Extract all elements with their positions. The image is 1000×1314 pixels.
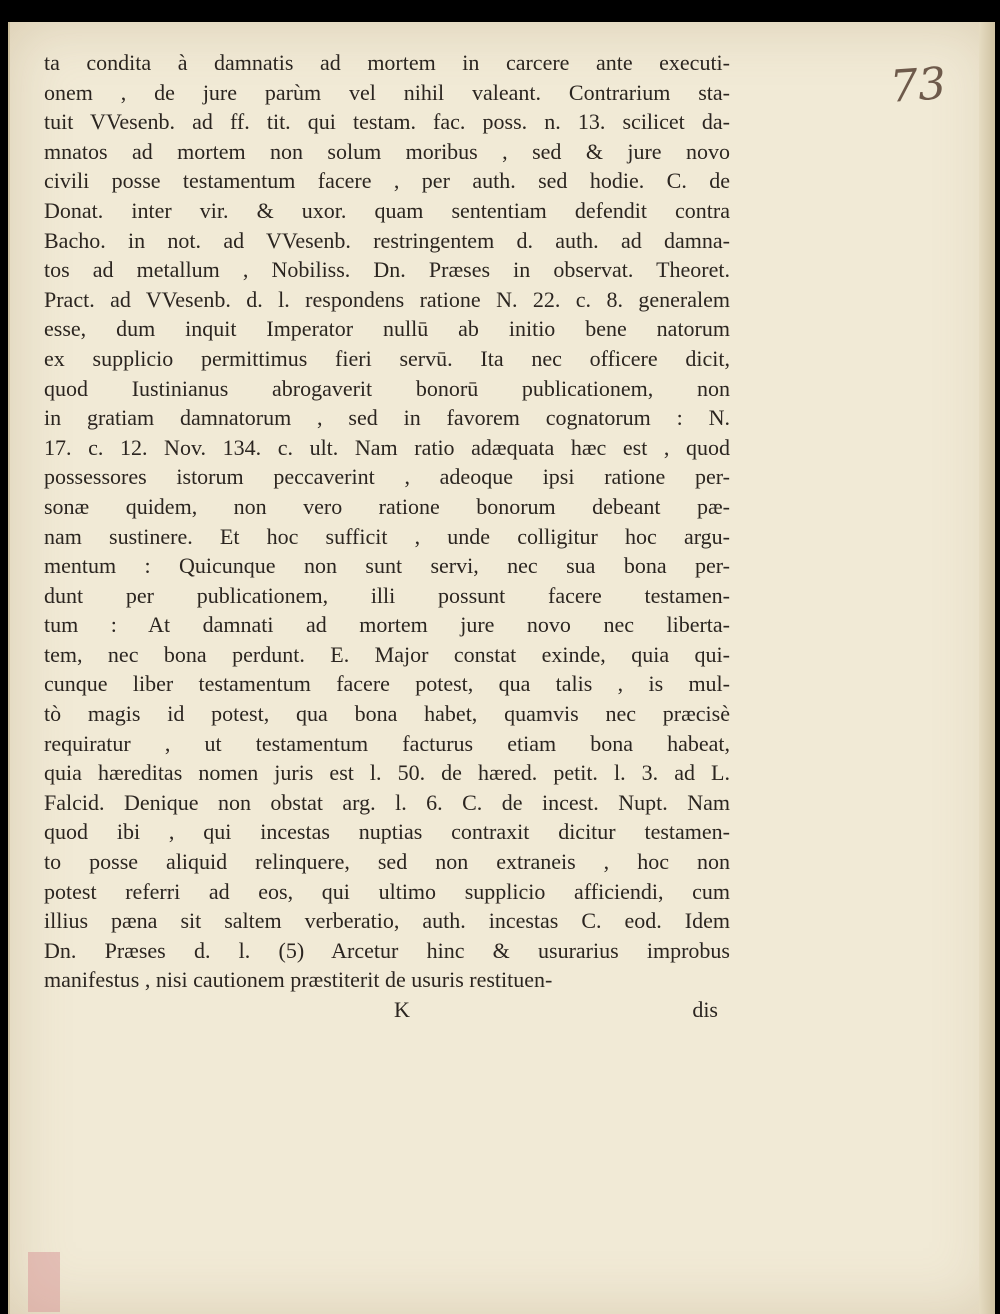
text-line: tuit VVesenb. ad ff. tit. qui testam. fac. poss. n. 13. scilicet da- — [44, 109, 730, 135]
text-line: sonæ quidem, non vero ratione bonorum debeant pæ- — [44, 493, 730, 519]
text-line: dunt per publicationem, illi possunt facere testamen- — [44, 582, 730, 608]
catchword: dis — [692, 997, 718, 1023]
page-edge — [979, 22, 995, 1314]
text-line: Donat. inter vir. & uxor. quam sententiam defendit contra — [44, 197, 730, 223]
text-line: quod ibi , qui incestas nuptias contraxit dicitur testamen- — [44, 819, 730, 845]
text-line: cunque liber testamentum facere potest, qua talis , is mul- — [44, 671, 730, 697]
text-line: possessores istorum peccaverint , adeoque ipsi ratione per- — [44, 464, 730, 490]
text-line: onem , de jure parùm vel nihil valeant. Contrarium sta- — [44, 79, 730, 105]
text-line: tem, nec bona perdunt. E. Major constat exinde, quia qui- — [44, 641, 730, 667]
text-line: Pract. ad VVesenb. d. l. respondens ratione N. 22. c. 8. generalem — [44, 286, 730, 312]
text-line: Bacho. in not. ad VVesenb. restringentem d. auth. ad damna- — [44, 227, 730, 253]
folio-number: 73 — [888, 58, 948, 113]
text-line: mnatos ad mortem non solum moribus , sed & jure novo — [44, 138, 730, 164]
text-line: tum : At damnati ad mortem jure novo nec liberta- — [44, 612, 730, 638]
ink-stain — [28, 1252, 60, 1312]
text-line: in gratiam damnatorum , sed in favorem cognatorum : N. — [44, 405, 730, 431]
text-line: tò magis id potest, qua bona habet, quamvis nec præcisè — [44, 701, 730, 727]
text-line: requiratur , ut testamentum facturus etiam bona habeat, — [44, 730, 730, 756]
text-line: to posse aliquid relinquere, sed non extraneis , hoc non — [44, 849, 730, 875]
text-line: manifestus , nisi cautionem præstiterit de usuris restituen- — [44, 967, 553, 993]
text-line: quod Iustinianus abrogaverit bonorū publicationem, non — [44, 375, 730, 401]
text-line: nam sustinere. Et hoc sufficit , unde colligitur hoc argu- — [44, 523, 730, 549]
signature-mark: K — [394, 997, 410, 1023]
text-line: Dn. Præses d. l. (5) Arcetur hinc & usurarius improbus — [44, 937, 730, 963]
text-line: tos ad metallum , Nobiliss. Dn. Præses in observat. Theoret. — [44, 257, 730, 283]
text-line: ex supplicio permittimus fieri servū. Ita nec officere dicit, — [44, 345, 730, 371]
text-line: ta condita à damnatis ad mortem in carcere ante executi- — [44, 50, 730, 75]
text-line: 17. c. 12. Nov. 134. c. ult. Nam ratio adæquata hæc est , quod — [44, 434, 730, 460]
body-text — [44, 48, 730, 1023]
text-line: mentum : Quicunque non sunt servi, nec sua bona per- — [44, 553, 730, 579]
text-line: civili posse testamentum facere , per auth. sed hodie. C. de — [44, 168, 730, 194]
text-line: potest referri ad eos, qui ultimo supplicio afficiendi, cum — [44, 878, 730, 904]
text-line: illius pæna sit saltem verberatio, auth. incestas C. eod. Idem — [44, 908, 730, 934]
text-line: Falcid. Denique non obstat arg. l. 6. C. de incest. Nupt. Nam — [44, 789, 730, 815]
text-line: quia hæreditas nomen juris est l. 50. de hæred. petit. l. 3. ad L. — [44, 760, 730, 786]
text-line: esse, dum inquit Imperator nullū ab initio bene natorum — [44, 316, 730, 342]
signature-line — [44, 995, 730, 1025]
